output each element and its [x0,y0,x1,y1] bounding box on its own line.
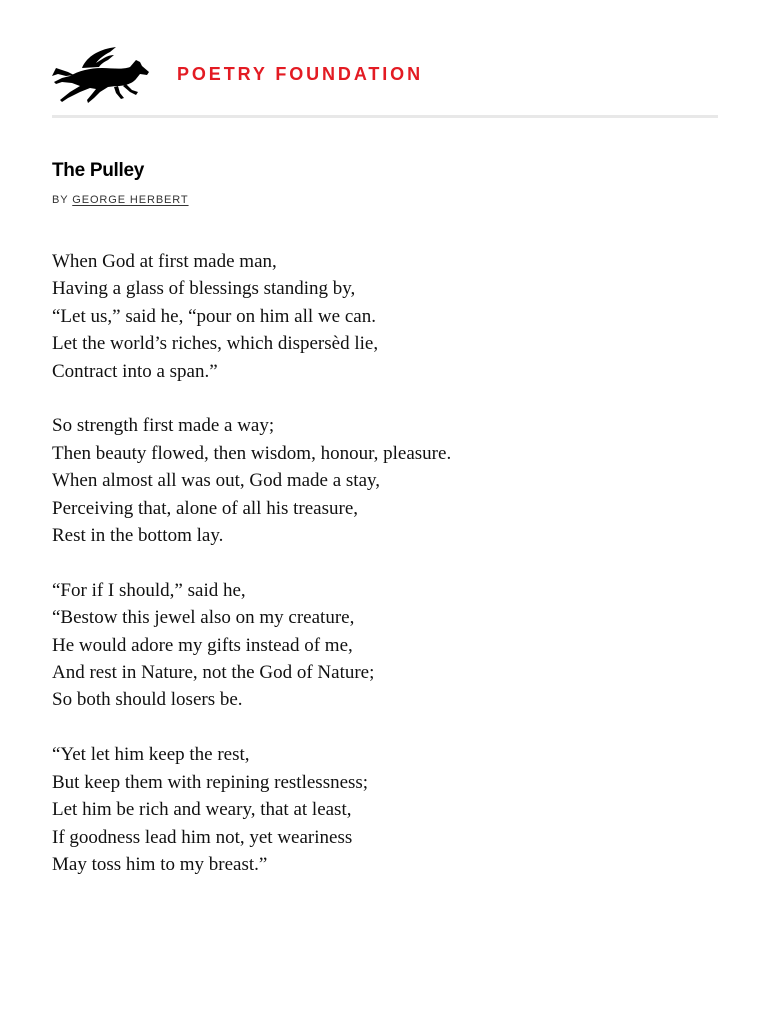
poem-line: Then beauty flowed, then wisdom, honour, pleasure. [52,442,452,464]
poem-line: So both should losers be. [52,689,243,711]
by-label: BY [52,194,69,206]
stanza [52,577,712,714]
header-divider [52,115,718,118]
poem-line: Rest in the bottom lay. [52,525,224,547]
poem-line: “Yet let him keep the rest, [52,744,250,766]
poem-body [52,248,712,906]
site-logo-link[interactable] [52,46,152,104]
poem-line: Having a glass of blessings standing by, [52,278,356,300]
site-header [52,44,718,104]
poem-line: He would adore my gifts instead of me, [52,634,353,656]
stanza [52,412,712,549]
poem-line: Contract into a span.” [52,360,218,382]
poem-line: May toss him to my breast.” [52,853,268,875]
byline [52,194,189,207]
pegasus-icon [52,46,152,104]
poem-line: “For if I should,” said he, [52,579,246,601]
poem-line: Let the world’s riches, which dispersèd lie, [52,333,379,355]
poem-line: When God at first made man, [52,251,277,272]
poem-line: So strength first made a way; [52,415,275,437]
poem-line: When almost all was out, God made a stay, [52,470,381,492]
poem-line: And rest in Nature, not the God of Nature; [52,662,375,684]
author-link[interactable]: GEORGE HERBERT [72,194,189,206]
poem-line: “Let us,” said he, “pour on him all we can. [52,305,376,327]
poem-line: But keep them with repining restlessness; [52,771,369,793]
stanza [52,741,712,878]
poem-line: Perceiving that, alone of all his treasure, [52,497,359,519]
brand-name[interactable]: POETRY FOUNDATION [177,64,423,84]
poem-line: Let him be rich and weary, that at least, [52,799,352,821]
poem-line: If goodness lead him not, yet weariness [52,826,353,848]
stanza [52,248,712,385]
poem-title: The Pulley [52,160,145,181]
poem-line: “Bestow this jewel also on my creature, [52,607,355,629]
